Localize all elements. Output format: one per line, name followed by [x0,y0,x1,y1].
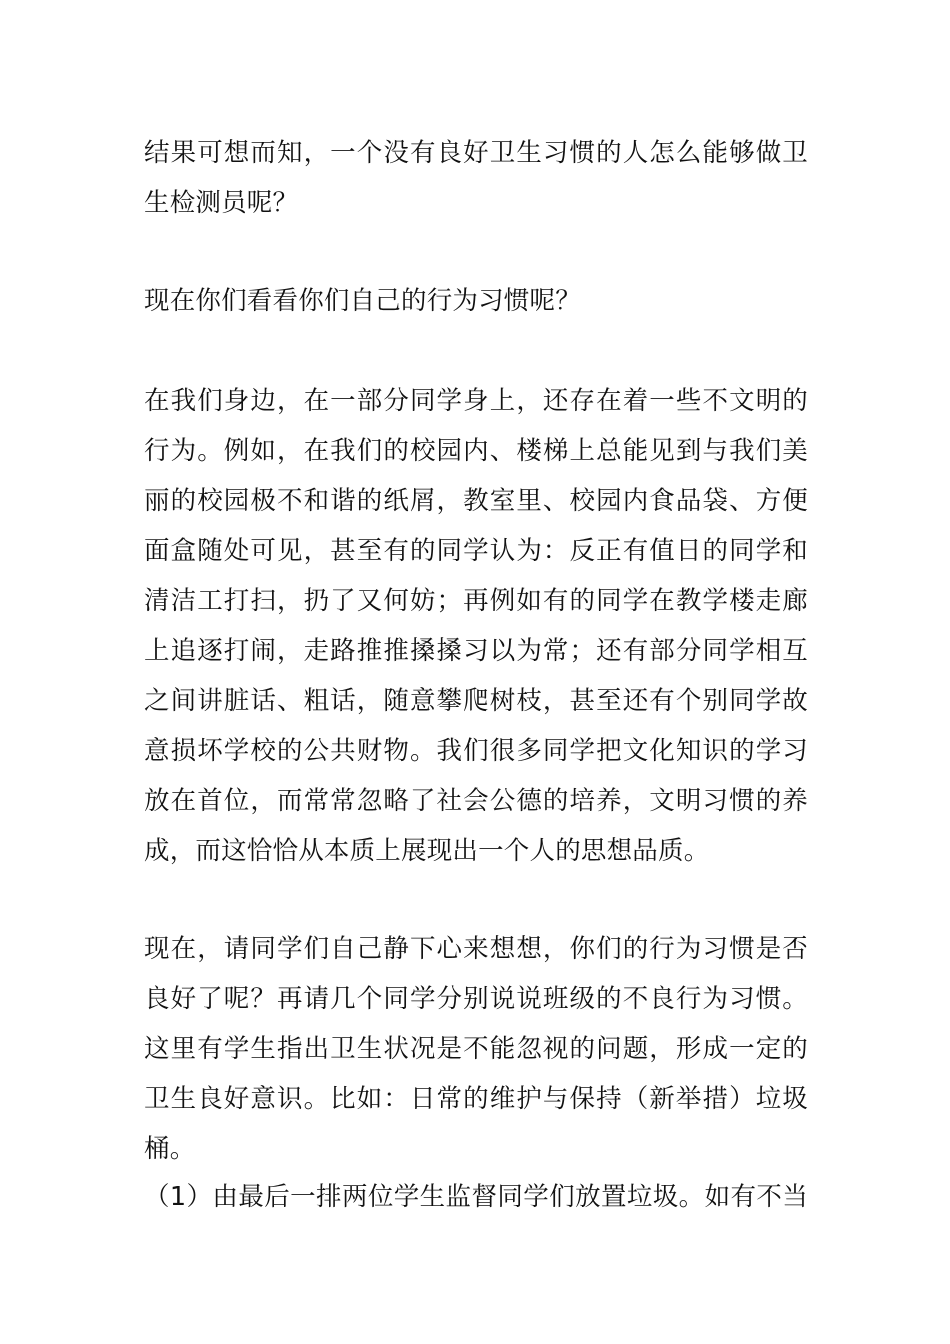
paragraph-3-line-4: 面盒随处可见，甚至有的同学认为：反正有值日的同学和 [144,536,808,566]
paragraph-1-line-2: 生检测员呢？ [144,188,299,218]
paragraph-4-line-6: （1）由最后一排两位学生监督同学们放置垃圾。如有不当 [144,1182,808,1212]
paragraph-4-line-1: 现在，请同学们自己静下心来想想，你们的行为习惯是否 [144,934,808,964]
paragraph-4-line-2: 良好了呢？再请几个同学分别说说班级的不良行为习惯。 [144,984,808,1014]
paragraph-3-line-2: 行为。例如，在我们的校园内、楼梯上总能见到与我们美 [144,436,808,466]
paragraph-3-line-5: 清洁工打扫，扔了又何妨；再例如有的同学在教学楼走廊 [144,586,808,616]
paragraph-4-line-5: 桶。 [144,1134,196,1164]
paragraph-3-line-8: 意损坏学校的公共财物。我们很多同学把文化知识的学习 [144,736,808,766]
paragraph-3-line-7: 之间讲脏话、粗话，随意攀爬树枝，甚至还有个别同学故 [144,686,808,716]
paragraph-3-line-10: 成，而这恰恰从本质上展现出一个人的思想品质。 [144,836,710,866]
paragraph-3-line-3: 丽的校园极不和谐的纸屑，教室里、校园内食品袋、方便 [144,486,808,516]
paragraph-4-line-4: 卫生良好意识。比如：日常的维护与保持（新举措）垃圾 [144,1084,808,1114]
paragraph-1-line-1: 结果可想而知，一个没有良好卫生习惯的人怎么能够做卫 [144,138,808,168]
paragraph-3-line-6: 上追逐打闹，走路推推搡搡习以为常；还有部分同学相互 [144,636,808,666]
paragraph-3-line-9: 放在首位，而常常忽略了社会公德的培养，文明习惯的养 [144,786,808,816]
paragraph-4-line-3: 这里有学生指出卫生状况是不能忽视的问题，形成一定的 [144,1034,808,1064]
paragraph-3-line-1: 在我们身边，在一部分同学身上，还存在着一些不文明的 [144,386,808,416]
paragraph-2-line-1: 现在你们看看你们自己的行为习惯呢？ [144,286,581,316]
